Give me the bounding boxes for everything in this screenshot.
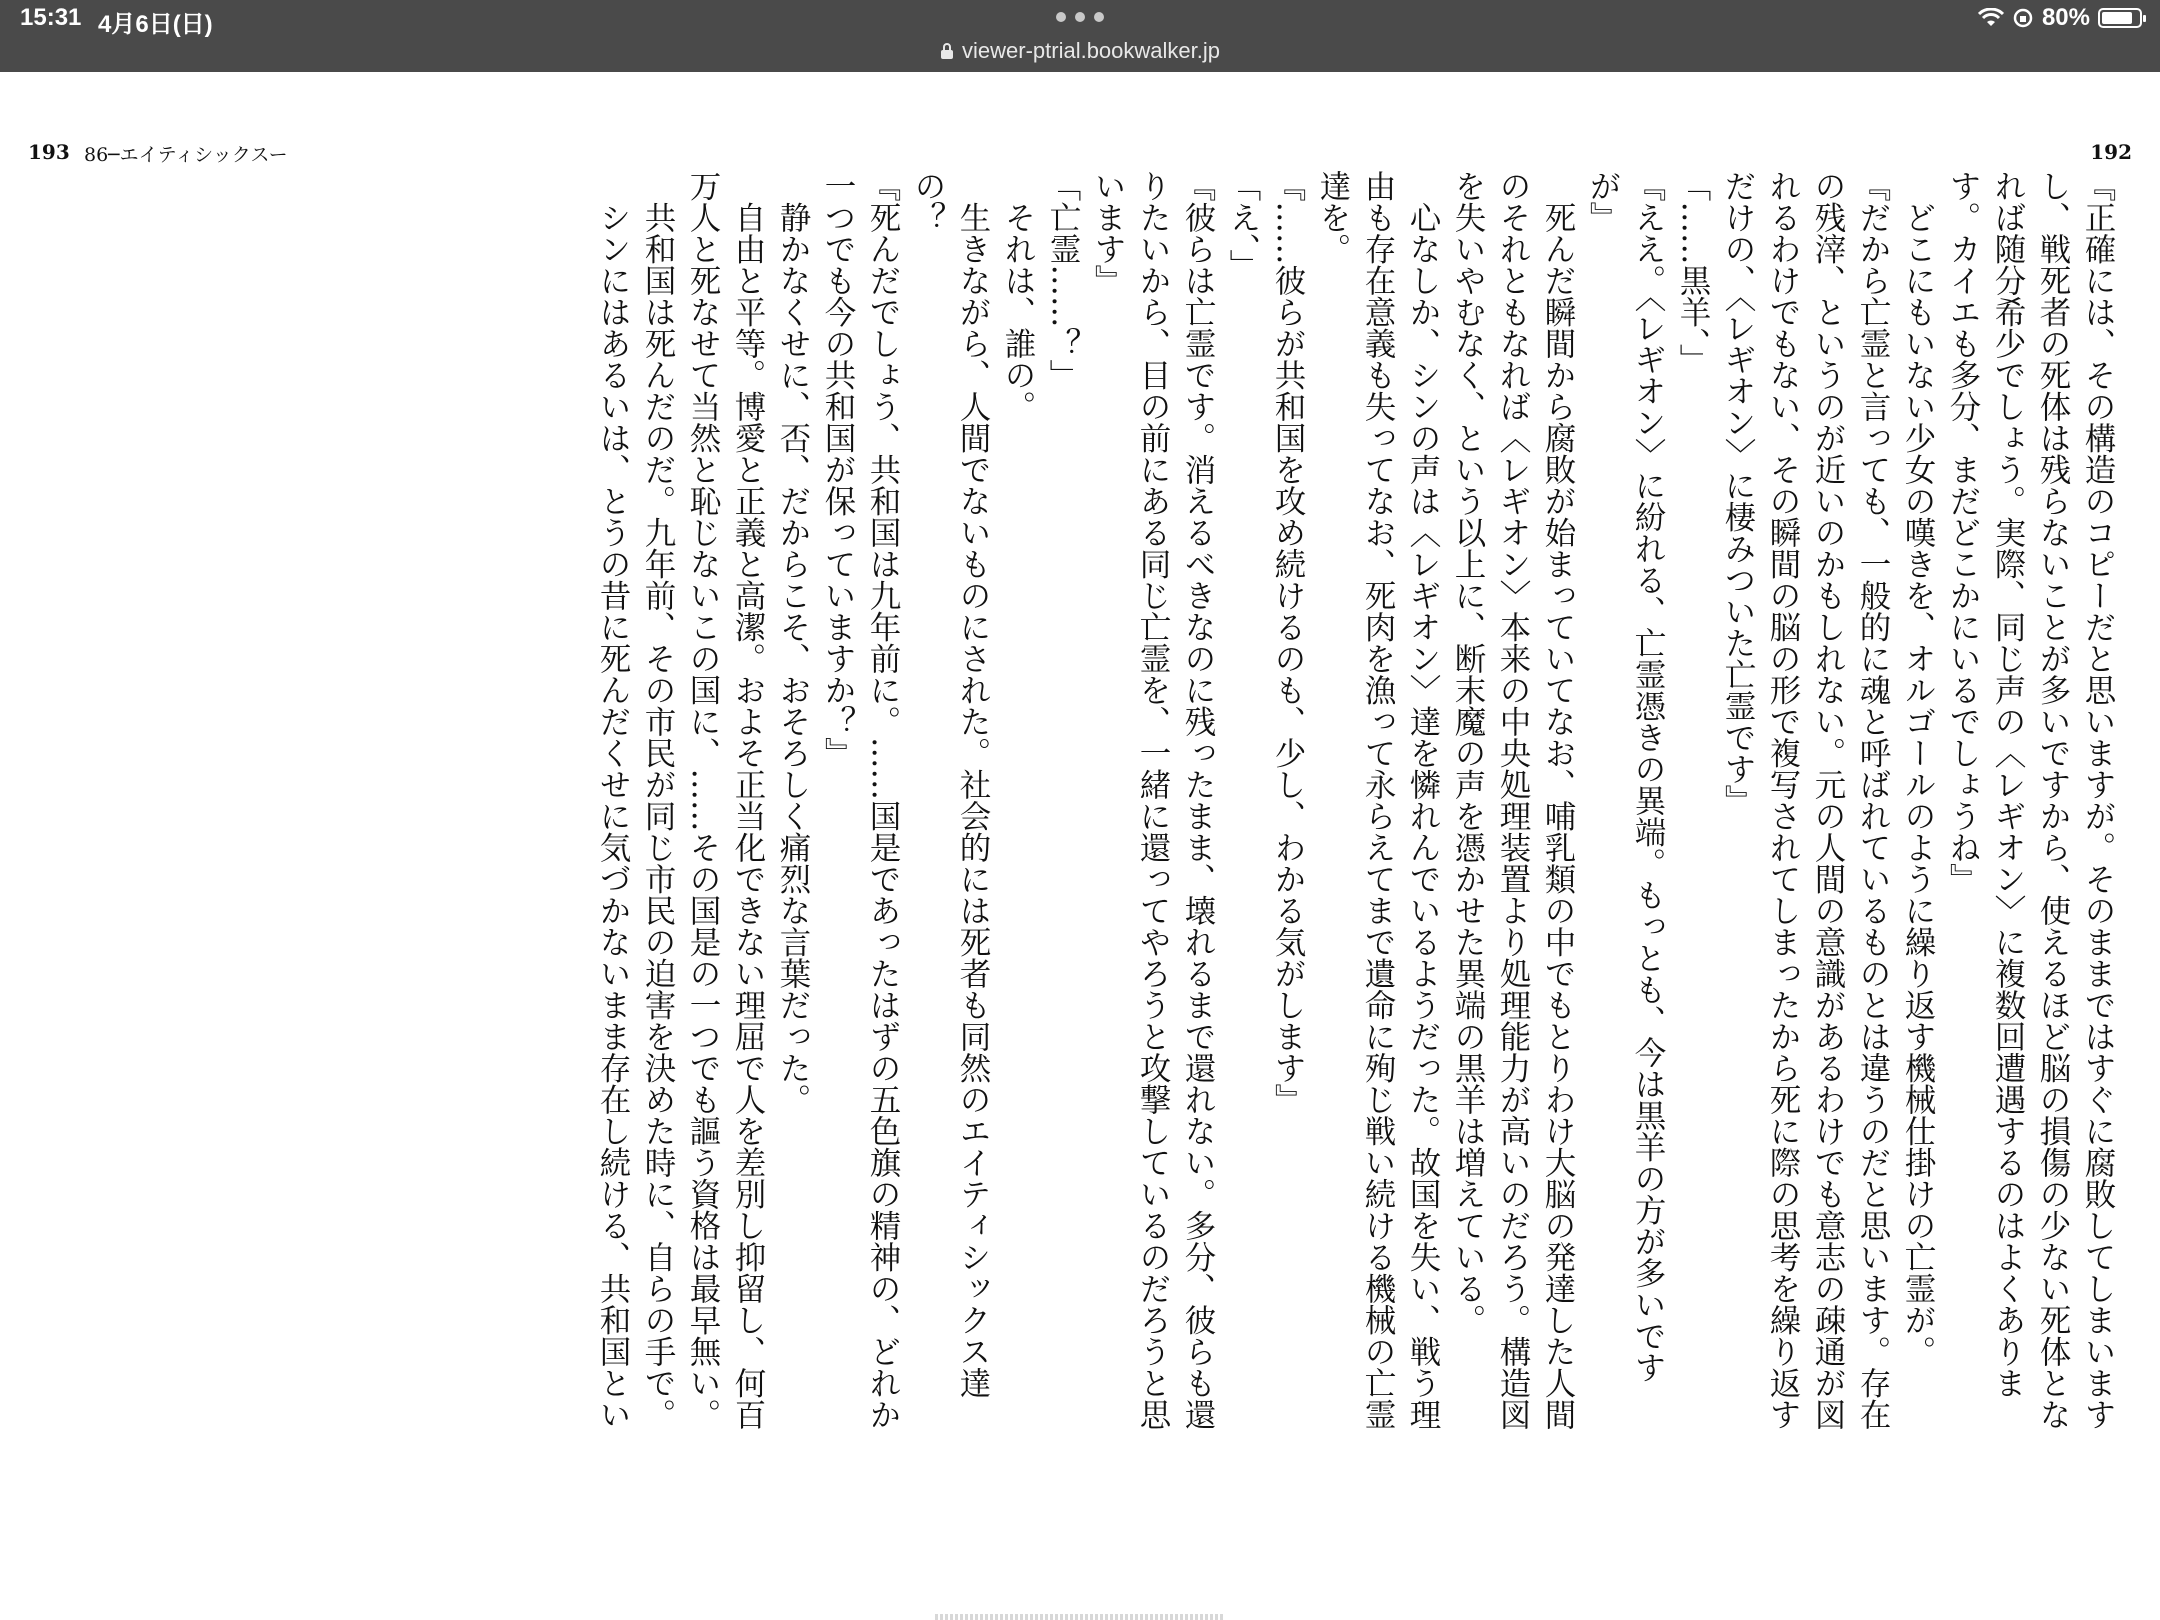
page-number-right: 192 (2090, 140, 2132, 164)
book-page-text[interactable] (60, 170, 2120, 1550)
text-column: 『……彼らが共和国を攻め続けるのも、少し、わかる気がします』 (1270, 170, 1306, 1115)
text-column: りたいから、目の前にある同じ亡霊を、一緒に還ってやろうと攻撃しているのだろうと思 (1135, 170, 1171, 1430)
text-column: を失いやむなく、という以上に、断末魔の声を憑かせた異端の黒羊は増えている。 (1450, 170, 1486, 1336)
text-column: 万人と死なせて当然と恥じないこの国に、……その国是の一つでも謳う資格は最早無い。 (685, 170, 721, 1430)
text-column: れるわけでもない、その瞬間の脳の形で複写されてしまったから死に際の思考を繰り返す (1765, 170, 1801, 1430)
multitasking-dots-icon[interactable] (1056, 10, 1104, 24)
text-column: 『だから亡霊と言っても、一般的に魂と呼ばれているものとは違うのだと思います。存在 (1855, 170, 1891, 1430)
wifi-icon (1978, 8, 2004, 28)
text-column: 達を。 (1315, 170, 1351, 265)
status-date: 4月6日(日) (98, 11, 213, 38)
text-column: どこにもいない少女の嘆きを、オルゴールのように繰り返す機械仕掛けの亡霊が。 (1900, 170, 1936, 1367)
text-column: それは、誰の。 (1000, 170, 1036, 422)
text-column: 『ええ。〈レギオン〉に紛れる、亡霊憑きの異端。もっとも、今は黒羊の方が多いです (1630, 170, 1666, 1383)
running-title: 86─エイティシックスー (84, 144, 288, 166)
text-column: 由も存在意義も失ってなお、死肉を漁って永らえてまで遺命に殉じ戦い続ける機械の亡霊 (1360, 170, 1396, 1430)
text-column: 『正確には、その構造のコピーだと思いますが。そのままではすぐに腐敗してしまいます (2080, 170, 2116, 1430)
page-number-left: 193 (28, 140, 70, 164)
text-column: 死んだ瞬間から腐敗が始まっていてなお、哺乳類の中でもとりわけ大脳の発達した人間 (1540, 170, 1576, 1430)
text-column: 生きながら、人間でないものにされた。社会的には死者も同然のエイティシックス達 (955, 170, 991, 1399)
status-bar (0, 0, 2160, 72)
text-column: 「……黒羊、」 (1675, 170, 1711, 375)
orientation-lock-icon (2012, 7, 2034, 29)
text-column: だけの、〈レギオン〉に棲みついた亡霊です』 (1720, 170, 1756, 816)
text-column: 『死んだでしょう、共和国は九年前に。……国是であったはずの五色旗の精神の、どれか (865, 170, 901, 1430)
lock-icon (940, 42, 954, 60)
text-column: 一つでも今の共和国が保っていますか？』 (820, 170, 856, 769)
text-column: います』 (1090, 170, 1126, 296)
text-column: の残滓、というのが近いのかもしれない。元の人間の意識があるわけでも意志の疎通が図 (1810, 170, 1846, 1430)
text-column: 共和国は死んだのだ。九年前、その市民が同じ市民の迫害を決めた時に、自らの手で。 (640, 170, 676, 1430)
battery-icon (2098, 8, 2142, 28)
text-column: れば随分希少でしょう。実際、同じ声の〈レギオン〉に複数回遭遇するのはよくありま (1990, 170, 2026, 1399)
text-column: 「亡霊……？」 (1045, 170, 1081, 391)
text-column: 心なしか、シンの声は〈レギオン〉達を憐れんでいるようだった。故国を失い、戦う理 (1405, 170, 1441, 1430)
home-indicator (935, 1614, 1225, 1620)
text-column: す。カイエも多分、まだどこかにいるでしょうね』 (1945, 170, 1981, 895)
status-time: 15:31 (20, 4, 82, 31)
text-column: 「え、」 (1225, 170, 1261, 281)
url-text: viewer-ptrial.bookwalker.jp (962, 38, 1220, 63)
text-column: 自由と平等。博愛と正義と高潔。およそ正当化できない理屈で人を差別し抑留し、何百 (730, 170, 766, 1430)
text-column: のそれともなれば〈レギオン〉本来の中央処理装置より処理能力が高いのだろう。構造図 (1495, 170, 1531, 1430)
text-column: の？ (910, 170, 946, 233)
battery-percent: 80% (2041, 4, 2090, 31)
status-right (1978, 4, 2142, 32)
text-column: し、戦死者の死体は残らないことが多いですから、使えるほど脳の損傷の少ない死体とな (2035, 170, 2071, 1430)
text-column: シンにはあるいは、とうの昔に死んだくせに気づかないまま存在し続ける、共和国とい (595, 170, 631, 1430)
text-column: が』 (1585, 170, 1621, 233)
text-column: 『彼らは亡霊です。消えるべきなのに残ったまま、壊れるまで還れない。多分、彼らも還 (1180, 170, 1216, 1430)
address-bar[interactable] (0, 36, 2160, 66)
text-column: 静かなくせに、否、だからこそ、おそろしく痛烈な言葉だった。 (775, 170, 811, 1115)
